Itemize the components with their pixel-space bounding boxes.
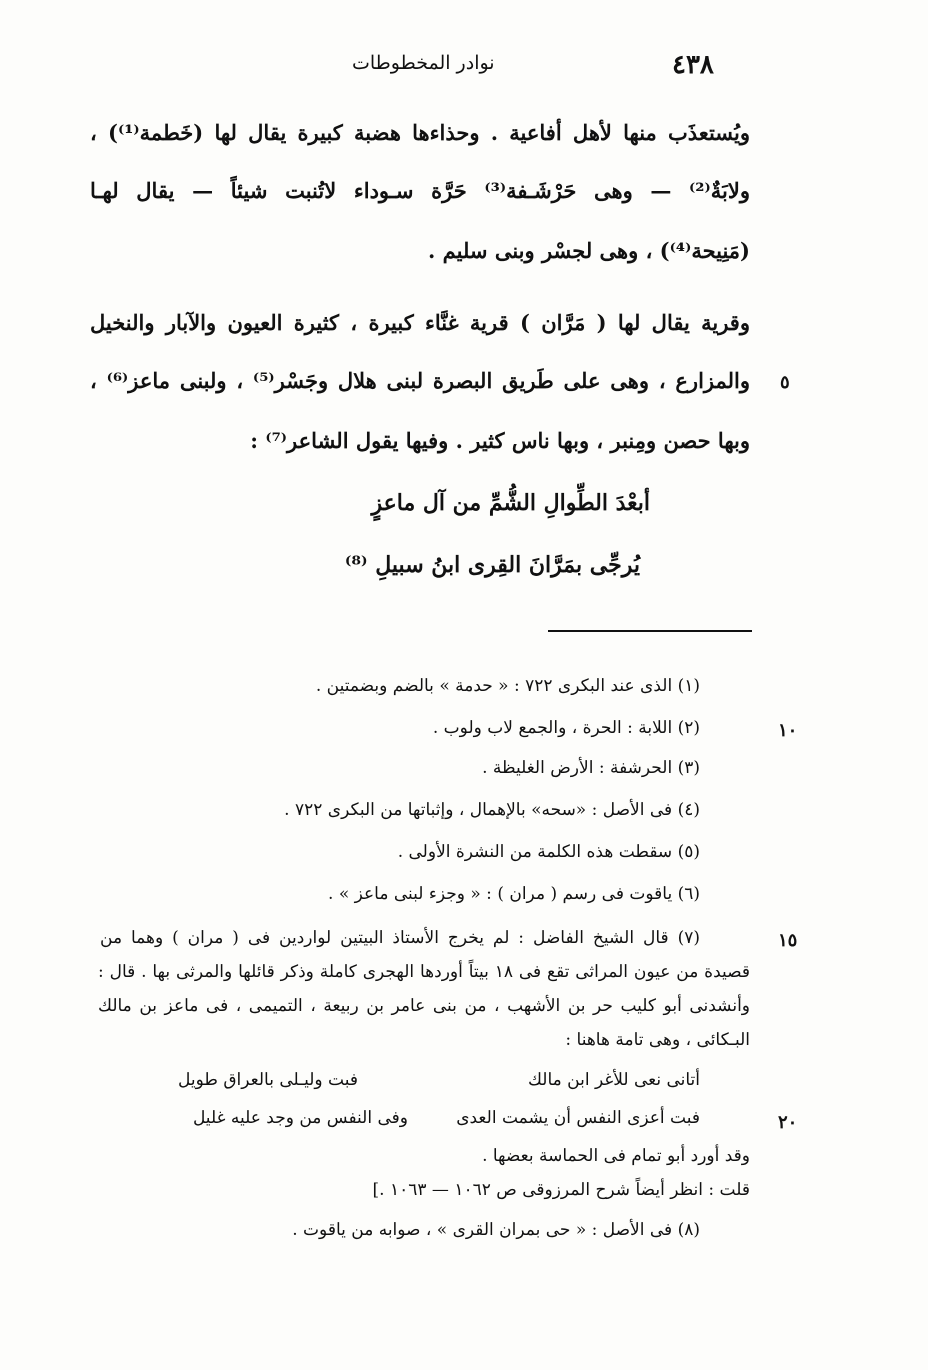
body-line-1: ويُستعذَب منها لأهل أفاعية . وحذاءها هضبة كبيرة يقال لها (خَطمة⁽¹⁾) ، xyxy=(90,120,750,145)
body-line-6: وبها حصن ومِنبر ، وبها ناس كثير . وفيها يقول الشاعر⁽⁷⁾ : xyxy=(250,428,750,453)
footnote-7-verse-2a: فبت أعزى النفس أن يشمت العدى xyxy=(456,1108,700,1128)
line-number-5: ٥ xyxy=(780,372,790,393)
running-title: نوادر المخطوطات xyxy=(352,52,495,74)
verse-hemistich-1: أبعْدَ الطِّوالِ الشُّمِّ من آل ماعزٍ xyxy=(371,490,650,516)
footnote-7-line-4: البـكائى ، وهى تامة هاهنا : xyxy=(565,1030,750,1050)
footnote-7-verse-1b: فبت وليـلى بالعراق طويل xyxy=(178,1070,358,1090)
footnote-2: (٢) اللابة : الحرة ، والجمع لاب ولوب . xyxy=(432,718,700,738)
verse-hemistich-2: يُرجِّى بمَرَّانَ القِرى ابنُ سبيلِ ⁽⁸⁾ xyxy=(344,552,640,578)
footnote-7-qult: قلت : انظر أيضاً شرح المرزوقى ص ١٠٦٢ — ١٠٦٣ .] xyxy=(372,1180,750,1200)
footnote-7-line-1: (٧) قال الشيخ الفاضل : لم يخرج الأستاذ البيتين لواردين فى ( مران ) وهما من xyxy=(100,928,700,948)
footnote-7-line-2: قصيدة من عيون المراثى تقع فى ١٨ بيتاً أوردها الهجرى كاملة وذكر قائلها والمرثى بها . قال : xyxy=(98,962,750,982)
footnote-7-after: وقد أورد أبو تمام فى الحماسة بعضها . xyxy=(482,1146,750,1166)
footnote-8: (٨) فى الأصل : « حى بمران القرى » ، صوابه من ياقوت . xyxy=(292,1220,700,1240)
line-number-15: ١٥ xyxy=(778,930,798,951)
footnote-4: (٤) فى الأصل : «سحه» بالإهمال ، وإثباتها من البكرى ٧٢٢ . xyxy=(284,800,700,820)
body-line-3: (مَنِيحة⁽⁴⁾) ، وهى لجسْر وبنى سليم . xyxy=(428,238,750,263)
footnote-5: (٥) سقطت هذه الكلمة من النشرة الأولى . xyxy=(397,842,700,862)
footnote-separator xyxy=(548,630,752,632)
footnote-6: (٦) ياقوت فى رسم ( مران ) : « وجزء لبنى ماعز » . xyxy=(328,884,700,904)
page-number: ٤٣٨ xyxy=(672,50,714,80)
body-line-5: والمزارع ، وهى على طَريق البصرة لبنى هلال وجَسْر⁽⁵⁾ ، ولبنى ماعز⁽⁶⁾ ، xyxy=(90,368,750,393)
footnote-7-verse-1a: أتانى نعى للأغر ابن مالك xyxy=(527,1070,700,1090)
body-line-4: وقرية يقال لها ( مَرَّان ) قرية غنَّاء كبيرة ، كثيرة العيون والآبار والنخيل xyxy=(90,310,750,335)
body-line-2: ولابَةٌ⁽²⁾ — وهى حَرْشَـفة⁽³⁾ حَرَّة سـوداء لاتُنبت شيئاً — يقال لهـا xyxy=(90,178,750,203)
line-number-20: ٢٠ xyxy=(778,1112,798,1133)
footnote-3: (٣) الحرشفة : الأرض الغليظة . xyxy=(482,758,700,778)
footnote-7-line-3: وأنشدنى أبو كليب حر بن الأشهب ، من بنى عامر بن ربيعة ، التميمى ، فى ماعز بن مالك xyxy=(98,996,750,1016)
footnote-1: (١) الذى عند البكرى ٧٢٢ : « حدمة » بالضم وبضمتين . xyxy=(315,676,700,696)
footnote-7-verse-2b: وفى النفس من وجد عليه غليل xyxy=(192,1108,408,1128)
line-number-10: ١٠ xyxy=(778,720,798,741)
